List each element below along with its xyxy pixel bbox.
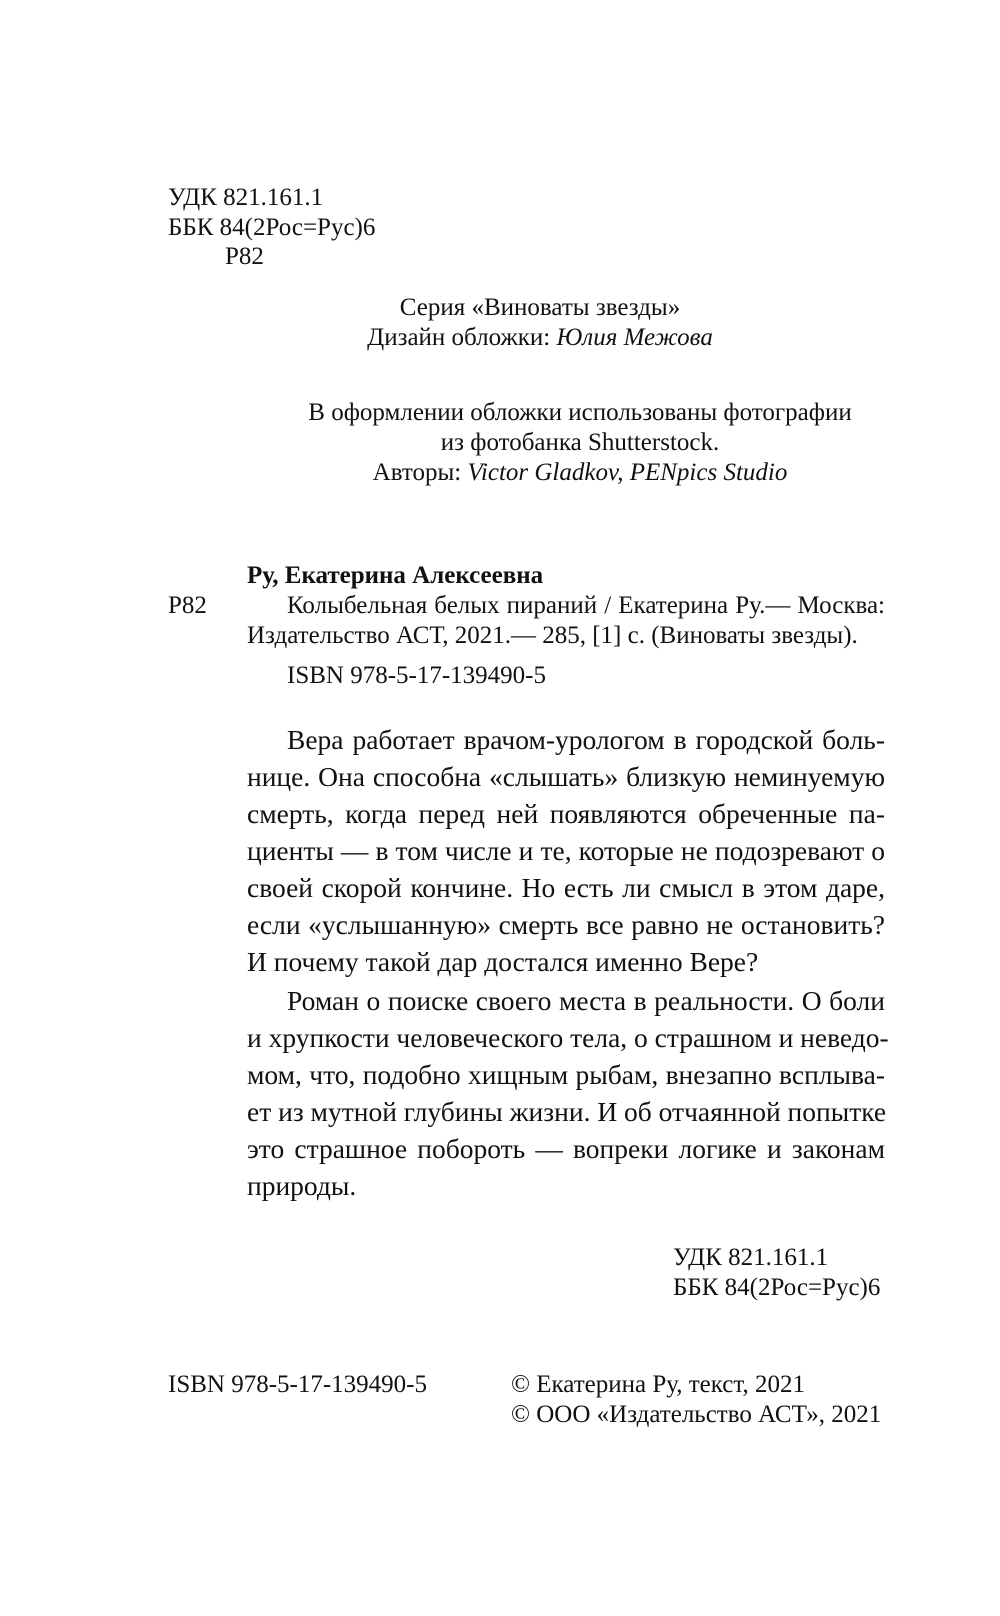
bibliography-isbn: ISBN 978-5-17-139490-5 <box>287 662 547 689</box>
author-mark: Р82 <box>225 243 264 270</box>
cover-design-label: Дизайн обложки: <box>367 324 557 351</box>
annotation-line: это страшное побороть — вопреки логике и законам <box>247 1133 885 1164</box>
photo-authors-label: Авторы: <box>372 459 468 486</box>
annotation-line: И почему такой дар достался именно Вере? <box>247 946 759 977</box>
copyright-publisher: © ООО «Издательство АСТ», 2021 <box>511 1401 882 1428</box>
series-line: Серия «Виноваты звезды» <box>399 294 681 321</box>
annotation-line: Роман о поиске своего места в реальности. О боли <box>287 985 885 1016</box>
annotation-line: своей скорой кончине. Но есть ли смысл в этом даре, <box>247 872 885 903</box>
annotation-line: ет из мутной глубины жизни. И об отчаянной попытке <box>247 1096 887 1127</box>
annotation-line: мом, что, подобно хищным рыбам, внезапно всплыва- <box>247 1059 885 1090</box>
annotation-line: природы. <box>247 1170 357 1201</box>
footer-isbn: ISBN 978-5-17-139490-5 <box>168 1371 428 1398</box>
photo-credits-line2: из фотобанка Shutterstock. <box>440 429 720 456</box>
udk-code: УДК 821.161.1 <box>168 184 324 211</box>
photo-authors-line <box>290 458 870 488</box>
annotation-line: циенты — в том числе и те, которые не подозревают о <box>247 835 885 866</box>
bibliography-author: Ру, Екатерина Алексеевна <box>247 562 544 589</box>
bibliography-author-mark: Р82 <box>168 592 207 619</box>
annotation-line: смерть, когда перед ней появляются обреченные па- <box>247 798 885 829</box>
footer-udk-code: УДК 821.161.1 <box>673 1244 829 1271</box>
photo-credits-block <box>290 398 870 488</box>
bibliography-description-line1: Колыбельная белых пираний / Екатерина Ру.— Москва: <box>287 592 885 619</box>
annotation-line: Вера работает врачом-урологом в городской боль- <box>287 724 885 755</box>
bbk-code: ББК 84(2Рос=Рус)6 <box>168 214 376 241</box>
bibliography-description-line2: Издательство АСТ, 2021.— 285, [1] с. (Виноваты звезды). <box>247 622 858 649</box>
photo-credits-line1: В оформлении обложки использованы фотографии <box>308 399 852 426</box>
footer-bbk-code: ББК 84(2Рос=Рус)6 <box>673 1274 881 1301</box>
annotation-line: и хрупкости человеческого тела, о страшном и неведо- <box>247 1022 889 1053</box>
cover-design-line <box>300 323 780 353</box>
annotation-line: нице. Она способна «слышать» близкую неминуемую <box>247 761 885 792</box>
cover-design-name: Юлия Межова <box>556 324 713 351</box>
photo-authors-names: Victor Gladkov, PENpics Studio <box>467 459 788 486</box>
annotation-line: если «услышанную» смерть все равно не остановить? <box>247 909 885 940</box>
series-block <box>300 293 780 353</box>
copyright-text: © Екатерина Ру, текст, 2021 <box>511 1371 805 1398</box>
